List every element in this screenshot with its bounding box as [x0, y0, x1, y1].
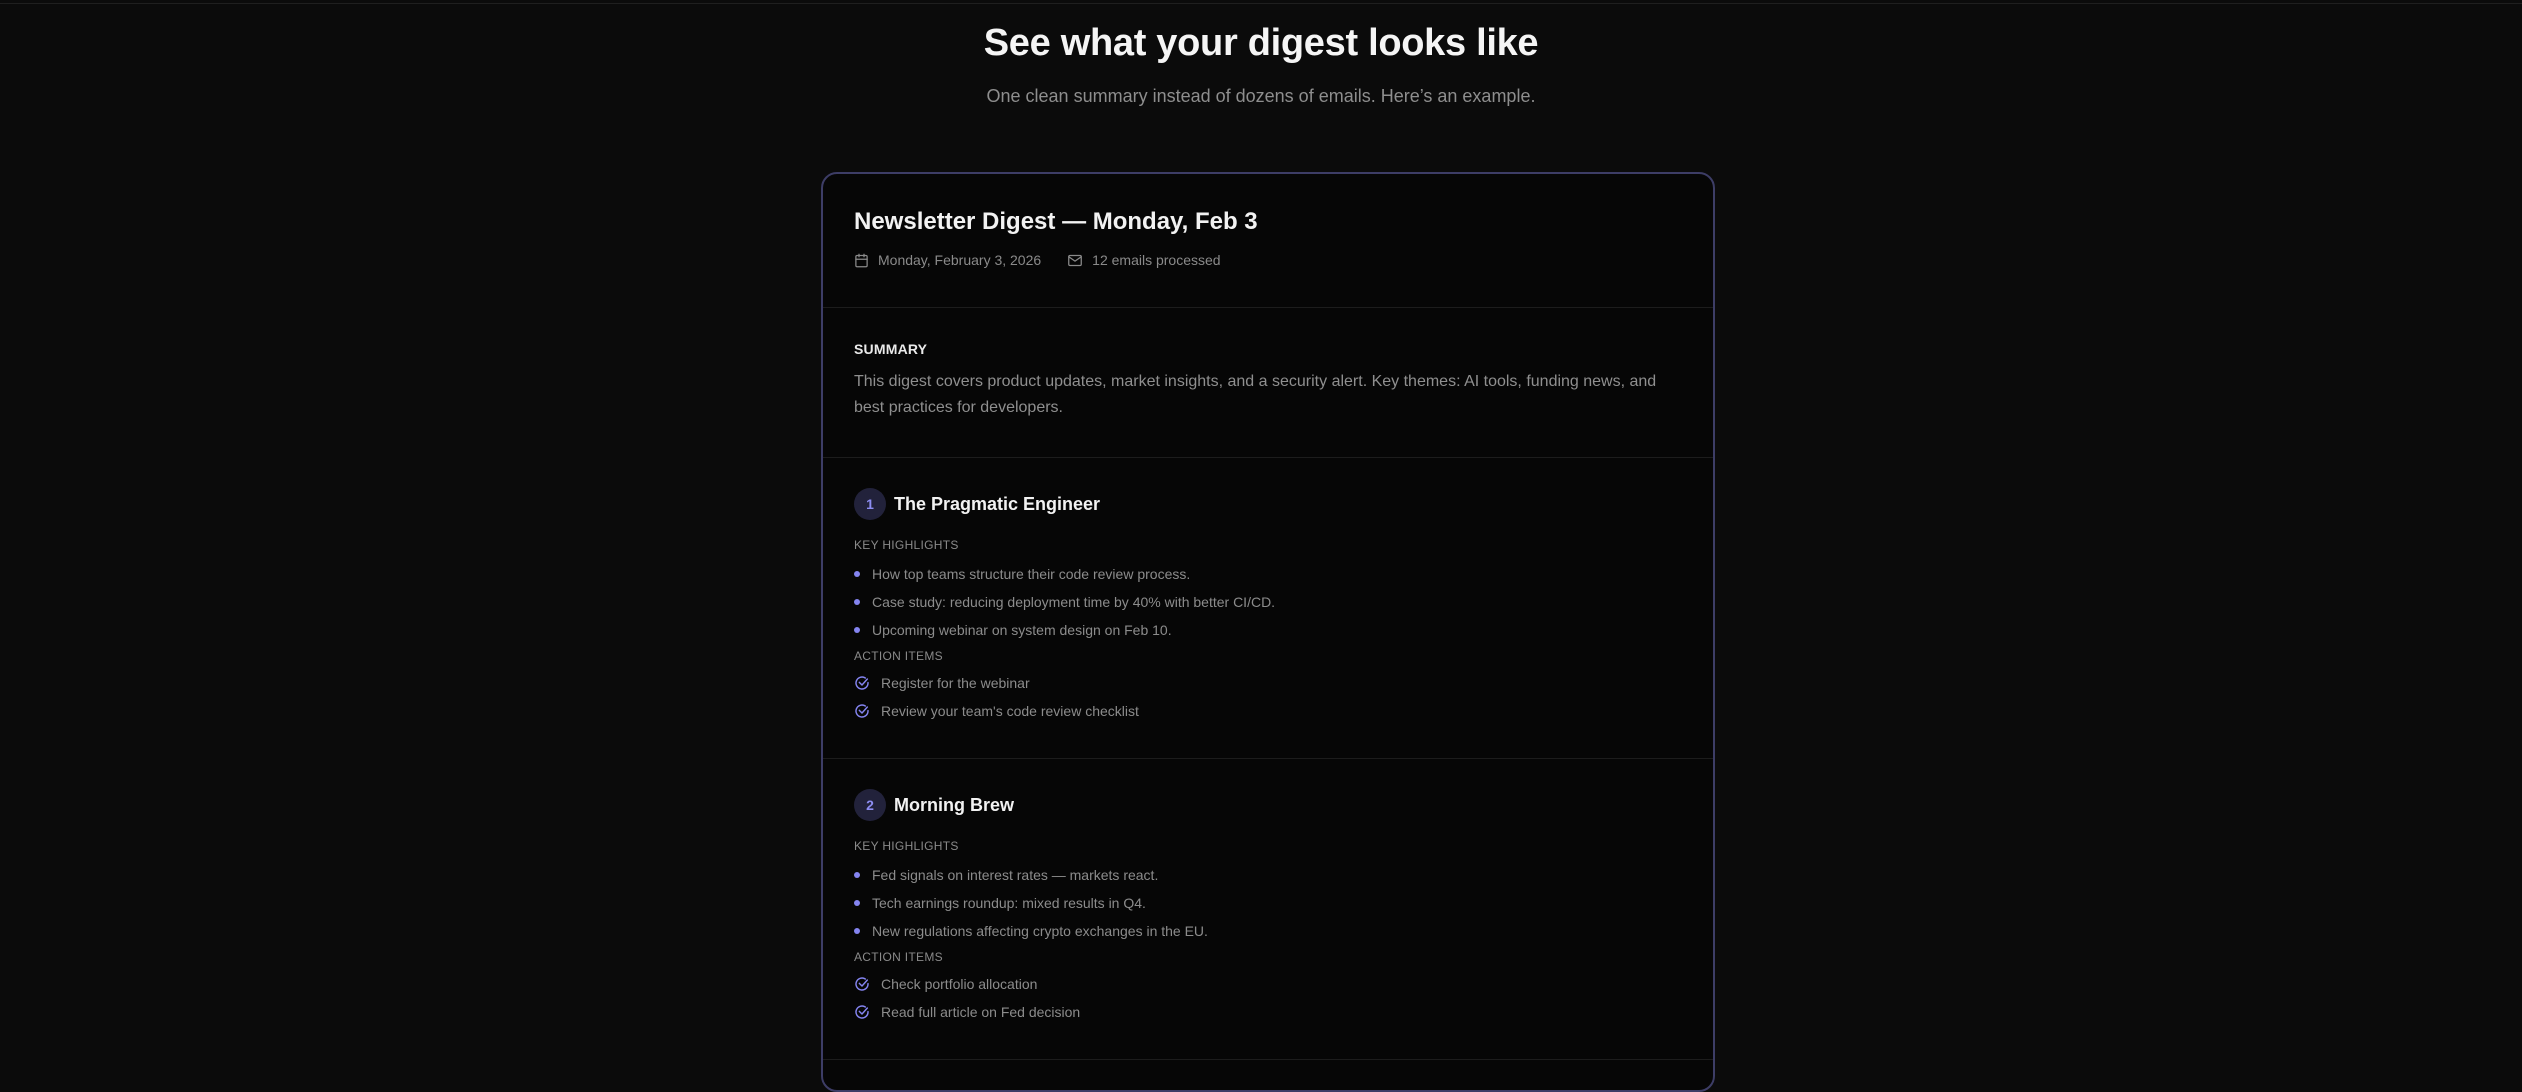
- digest-header: [823, 174, 1713, 308]
- summary-section: [823, 308, 1713, 458]
- newsletter-item: [823, 458, 1713, 759]
- action-text: Review your team's code review checklist: [881, 703, 1139, 719]
- bullet-dot-icon: [854, 571, 860, 577]
- newsletter-number-badge: 1: [854, 488, 886, 520]
- action-item: [854, 970, 1682, 998]
- highlight-text: How top teams structure their code review process.: [872, 566, 1191, 582]
- highlights-list: [854, 861, 1682, 945]
- action-items-label: ACTION ITEMS: [854, 649, 943, 663]
- action-item: [854, 669, 1682, 697]
- digest-title: Newsletter Digest — Monday, Feb 3: [854, 208, 1258, 235]
- newsletter-item: [823, 759, 1713, 1060]
- bullet-dot-icon: [854, 627, 860, 633]
- meta-date-text: Monday, February 3, 2026: [878, 252, 1042, 268]
- action-item: [854, 998, 1682, 1026]
- meta-emails-text: 12 emails processed: [1092, 252, 1221, 268]
- action-text: Register for the webinar: [881, 675, 1030, 691]
- highlight-text: Upcoming webinar on system design on Feb 10.: [872, 622, 1172, 638]
- bullet-dot-icon: [854, 928, 860, 934]
- summary-text: This digest covers product updates, market insights, and a security alert. Key themes: AI tools, funding news, and best practices for developers.: [854, 373, 1657, 416]
- digest-meta: [854, 252, 1682, 268]
- hero-title: See what your digest looks like: [983, 22, 1539, 64]
- check-circle-icon: [854, 675, 870, 691]
- action-items-list: [854, 669, 1682, 725]
- highlight-text: New regulations affecting crypto exchanges in the EU.: [872, 923, 1208, 939]
- action-items-list: [854, 970, 1682, 1026]
- action-text: Read full article on Fed decision: [881, 1004, 1081, 1020]
- bullet-dot-icon: [854, 900, 860, 906]
- action-items-label: ACTION ITEMS: [854, 950, 943, 964]
- check-circle-icon: [854, 703, 870, 719]
- newsletter-number-badge: 2: [854, 789, 886, 821]
- highlight-item: [854, 616, 1682, 644]
- meta-emails: [1067, 252, 1220, 268]
- meta-date: [854, 252, 1041, 268]
- highlight-item: [854, 917, 1682, 945]
- highlight-text: Fed signals on interest rates — markets react.: [872, 867, 1159, 883]
- newsletter-name: The Pragmatic Engineer: [894, 493, 1101, 514]
- highlights-list: [854, 560, 1682, 644]
- highlight-text: Tech earnings roundup: mixed results in Q4.: [872, 895, 1146, 911]
- highlight-item: [854, 588, 1682, 616]
- newsletter-name: Morning Brew: [894, 794, 1014, 815]
- top-divider: [0, 3, 2522, 4]
- bullet-dot-icon: [854, 872, 860, 878]
- summary-label: SUMMARY: [854, 341, 928, 357]
- highlights-label: KEY HIGHLIGHTS: [854, 538, 959, 552]
- check-circle-icon: [854, 976, 870, 992]
- action-item: [854, 697, 1682, 725]
- check-circle-icon: [854, 1004, 870, 1020]
- mail-icon: [1067, 253, 1083, 268]
- highlight-item: [854, 861, 1682, 889]
- highlight-item: [854, 889, 1682, 917]
- digest-preview-card: [821, 172, 1715, 1092]
- highlights-label: KEY HIGHLIGHTS: [854, 839, 959, 853]
- newsletter-header: [854, 488, 1682, 520]
- bullet-dot-icon: [854, 599, 860, 605]
- calendar-icon: [854, 253, 869, 268]
- hero-section: [0, 18, 2522, 108]
- highlight-item: [854, 560, 1682, 588]
- action-text: Check portfolio allocation: [881, 976, 1038, 992]
- newsletter-header: [854, 789, 1682, 821]
- hero-subtitle: One clean summary instead of dozens of emails. Here’s an example.: [986, 86, 1536, 106]
- highlight-text: Case study: reducing deployment time by 40% with better CI/CD.: [872, 594, 1276, 610]
